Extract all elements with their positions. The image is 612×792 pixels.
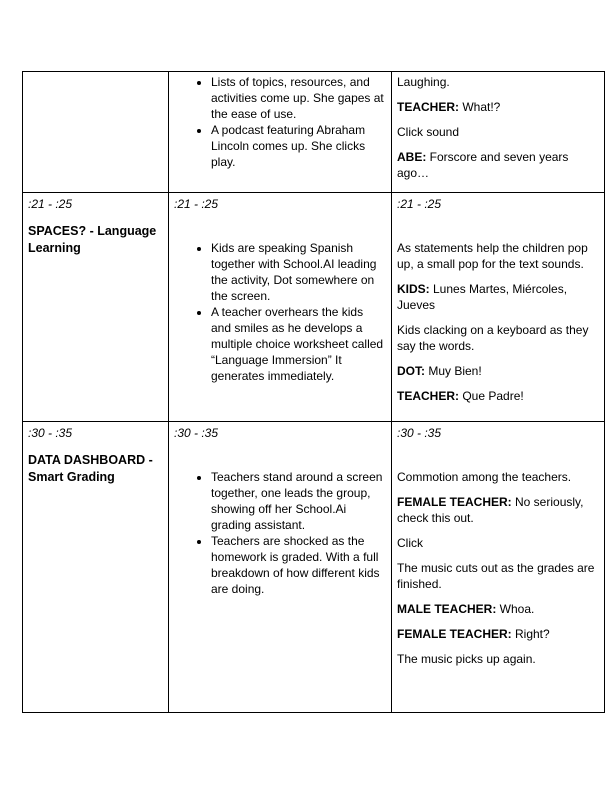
line-text: Kids clacking on a keyboard as they say the words. (397, 323, 589, 353)
line-text: Forscore and seven years ago… (397, 150, 569, 180)
timecode: :21 - :25 (28, 197, 73, 211)
visual-bullet-list (174, 469, 386, 597)
audio-line (397, 322, 599, 354)
audio-line (397, 240, 599, 272)
line-text: The music cuts out as the grades are finished. (397, 561, 595, 591)
line-text: What!? (459, 100, 501, 114)
line-text: Muy Bien! (425, 364, 482, 378)
audio-line (397, 469, 599, 485)
audio-line (397, 535, 599, 551)
audio-cell (392, 422, 605, 713)
visual-cell (169, 193, 392, 422)
timecode: :30 - :35 (28, 426, 73, 440)
audio-line (397, 74, 599, 90)
audio-cell (392, 193, 605, 422)
speaker: FEMALE TEACHER: (397, 627, 512, 641)
scene-cell (23, 422, 169, 713)
audio-cell (392, 72, 605, 193)
scene-heading: DATA DASHBOARD - Smart Grading (28, 453, 153, 484)
visual-cell (169, 422, 392, 713)
visual-bullet-list (174, 74, 386, 170)
speaker: DOT: (397, 364, 425, 378)
audio-line (397, 124, 599, 140)
visual-bullet: • A teacher overhears the kids and smiles as he develops a multiple choice worksheet called “Language Immersion” It generates immediately. (211, 304, 386, 384)
scene-cell (23, 193, 169, 422)
audio-line (397, 363, 599, 379)
scene-heading: SPACES? - Language Learning (28, 224, 157, 255)
line-text: No seriously, check this out. (397, 495, 584, 525)
line-text: The music picks up again. (397, 652, 536, 666)
line-text: Right? (511, 627, 550, 641)
speaker: MALE TEACHER: (397, 602, 497, 616)
audio-line (397, 651, 599, 667)
audio-line (397, 494, 599, 526)
table-row (23, 193, 605, 422)
visual-bullet: • Teachers stand around a screen together, one leads the group, showing off her School.Ai grading assistant. (211, 469, 386, 533)
speaker: TEACHER: (397, 389, 459, 403)
speaker: FEMALE TEACHER: (397, 495, 512, 509)
speaker: TEACHER: (397, 100, 459, 114)
line-text: Laughing. (397, 75, 450, 89)
line-text: As statements help the children pop up, a small pop for the text sounds. (397, 241, 588, 271)
line-text: Lunes Martes, Miércoles, Jueves (397, 282, 568, 312)
scene-cell (23, 72, 169, 193)
audio-line (397, 149, 599, 181)
line-text: Click sound (397, 125, 460, 139)
visual-bullet: • Lists of topics, resources, and activities come up. She gapes at the ease of use. (211, 74, 386, 122)
line-text: Click (397, 536, 423, 550)
audio-line (397, 626, 599, 642)
timecode: :30 - :35 (174, 426, 219, 440)
audio-line (397, 99, 599, 115)
table-row (23, 422, 605, 713)
audio-line (397, 281, 599, 313)
line-text: Que Padre! (459, 389, 524, 403)
table-row (23, 72, 605, 193)
speaker: KIDS: (397, 282, 430, 296)
timecode: :21 - :25 (174, 197, 219, 211)
visual-cell (169, 72, 392, 193)
line-text: Whoa. (496, 602, 535, 616)
audio-line (397, 560, 599, 592)
timecode: :30 - :35 (397, 426, 442, 440)
visual-bullet-list (174, 240, 386, 384)
visual-bullet: • Teachers are shocked as the homework is graded. With a full breakdown of how different kids are doing. (211, 533, 386, 597)
visual-bullet: • A podcast featuring Abraham Lincoln comes up. She clicks play. (211, 122, 386, 170)
line-text: Commotion among the teachers. (397, 470, 572, 484)
visual-bullet: • Kids are speaking Spanish together with School.AI leading the activity, Dot somewhere on the screen. (211, 240, 386, 304)
script-table (22, 71, 605, 713)
audio-line (397, 388, 599, 404)
timecode: :21 - :25 (397, 197, 442, 211)
speaker: ABE: (397, 150, 427, 164)
audio-line (397, 601, 599, 617)
